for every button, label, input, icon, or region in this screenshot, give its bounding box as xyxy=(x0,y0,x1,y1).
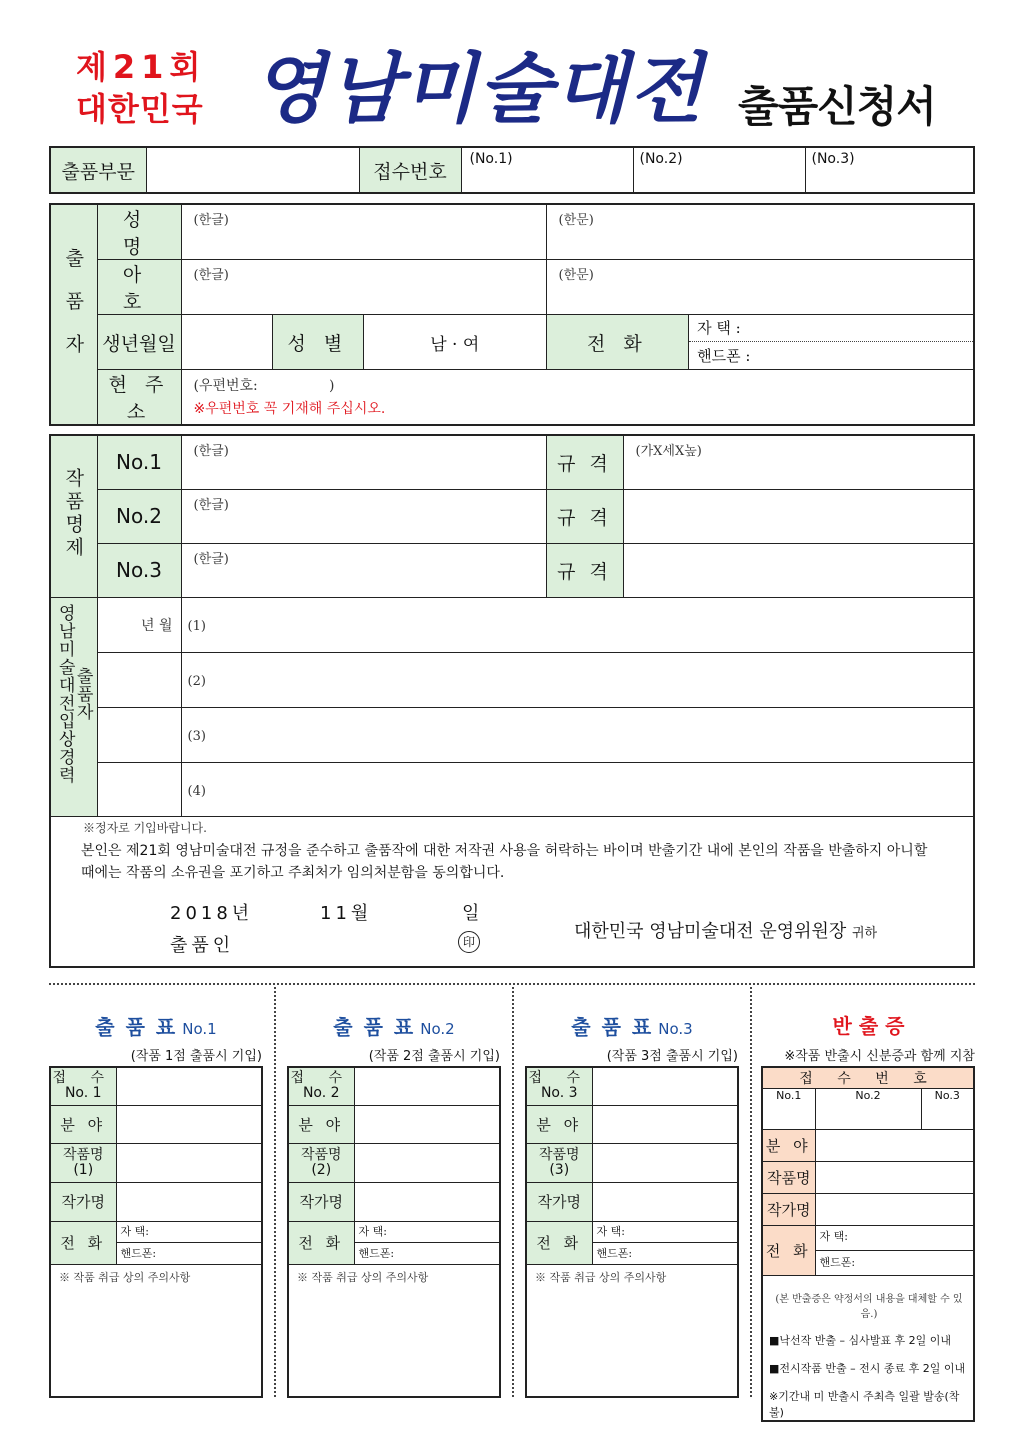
ticket3-receipt-no: No. 3 xyxy=(540,1085,578,1102)
ticket3-phone-input[interactable] xyxy=(592,1221,738,1264)
ticket2-home[interactable]: 자 택: xyxy=(355,1222,500,1243)
ticket1-receipt-field[interactable] xyxy=(116,1067,262,1105)
receipt-no1-label: (No.1) xyxy=(469,151,513,167)
ticket2-table xyxy=(287,1066,501,1398)
ticket1-title-text: 출 품 표 xyxy=(95,1015,178,1039)
name-hangul-hint: (한글) xyxy=(193,213,229,228)
ticket2-title xyxy=(287,1011,501,1040)
history2-no: (2) xyxy=(187,674,206,689)
name-hanmun-hint: (한문) xyxy=(558,213,594,228)
recipient-name: 대한민국 영남미술대전 운영위원장 xyxy=(574,921,847,942)
alias-hanmun-field[interactable] xyxy=(546,260,974,315)
ticket3-work-text: 작품명 xyxy=(538,1146,580,1163)
ticket3-table xyxy=(525,1066,739,1398)
applicant-section-label: 출품자 xyxy=(62,248,85,377)
ticket3-caution-area[interactable] xyxy=(526,1264,738,1397)
category-label: 출품부문 xyxy=(50,147,146,193)
address-field[interactable] xyxy=(181,370,974,426)
ticket3-work-label xyxy=(526,1143,592,1182)
logo-title: 영남미술대전 xyxy=(252,44,705,133)
ticket1-title xyxy=(49,1011,263,1040)
ticket2-caution: ※ 작품 취급 상의 주의사항 xyxy=(297,1270,429,1284)
ticket2-caution-area[interactable] xyxy=(288,1264,500,1397)
cut-line-2 xyxy=(512,987,514,1397)
ticket2-field-input[interactable] xyxy=(354,1105,500,1143)
receipt-no3[interactable] xyxy=(805,147,974,193)
return-table xyxy=(761,1066,975,1422)
receipt-no2-label: (No.2) xyxy=(639,151,683,167)
agreement-applicant: 출품인 xyxy=(170,935,235,956)
ticket1-field-input[interactable] xyxy=(116,1105,262,1143)
ticket2-receipt-no: No. 2 xyxy=(302,1085,340,1102)
ticket1-title-no: No.1 xyxy=(182,1020,217,1038)
ticket1-work-label xyxy=(50,1143,116,1182)
name-hanmun-field[interactable] xyxy=(546,204,974,260)
ticket3-artist-label: 작가명 xyxy=(526,1182,592,1221)
ticket1-work-text: 작품명 xyxy=(62,1146,104,1163)
work3-title-field[interactable] xyxy=(181,543,546,597)
return-field-label: 분 야 xyxy=(762,1130,815,1162)
edition-line2: 대한민국 xyxy=(76,90,204,128)
works-section xyxy=(50,435,97,597)
work3-no: No.3 xyxy=(97,543,181,597)
ticket3-receipt-field[interactable] xyxy=(592,1067,738,1105)
work2-spec-label: 규 격 xyxy=(546,489,623,543)
birth-field[interactable] xyxy=(181,315,272,370)
ticket1-phone-label: 전 화 xyxy=(50,1221,116,1264)
agreement-line1: 본인은 제21회 영남미술대전 규정을 준수하고 출품작에 대한 저작권 사용을 허락하는 바이며 반출기간 내에 본인의 작품을 반출하지 아니할 xyxy=(81,842,928,859)
history2-date[interactable] xyxy=(97,652,181,707)
history1-date[interactable]: 년 월 xyxy=(97,597,181,652)
history1-no: (1) xyxy=(187,619,206,634)
alias-label: 아 호 xyxy=(97,260,181,315)
agreement-recipient xyxy=(574,917,877,943)
work3-spec-field[interactable] xyxy=(623,543,974,597)
ticket2-work-label xyxy=(288,1143,354,1182)
return-note0: (본 반출증은 약정서의 내용을 대체할 수 있음.) xyxy=(775,1294,963,1320)
cut-line-horizontal xyxy=(49,983,975,985)
return-receipt-header: 접 수 번 호 xyxy=(762,1067,974,1089)
ticket1-field-label: 분 야 xyxy=(50,1105,116,1143)
work1-spec-label: 규 격 xyxy=(546,435,623,489)
ticket3-title-text: 출 품 표 xyxy=(571,1015,654,1039)
seal-mark[interactable]: 印 xyxy=(458,931,480,953)
ticket2-phone-label: 전 화 xyxy=(288,1221,354,1264)
return-note1: ■낙선작 반출 – 심사발표 후 2일 이내 xyxy=(769,1334,952,1347)
ticket3-receipt-label xyxy=(526,1067,592,1105)
history3-no: (3) xyxy=(187,729,206,744)
ticket2-work-no: (2) xyxy=(311,1161,332,1178)
return-artist-input[interactable] xyxy=(815,1194,974,1226)
ticket2-field-label: 분 야 xyxy=(288,1105,354,1143)
agreement-note: ※정자로 기입바랍니다. xyxy=(83,820,207,835)
ticket3-field-label: 분 야 xyxy=(526,1105,592,1143)
birth-label: 생년월일 xyxy=(97,315,181,370)
ticket3-receipt-text: 접 수 xyxy=(528,1070,590,1087)
history4-no: (4) xyxy=(187,783,206,799)
category-field[interactable] xyxy=(146,147,359,193)
ticket1-receipt-label xyxy=(50,1067,116,1105)
return-work-label: 작품명 xyxy=(762,1162,815,1194)
ticket3-caution: ※ 작품 취급 상의 주의사항 xyxy=(535,1270,667,1284)
ticket1-caution-area[interactable] xyxy=(50,1264,262,1397)
return-phone-label: 전 화 xyxy=(762,1226,815,1276)
postal-note: ※우편번호 꼭 기재해 주십시오. xyxy=(193,401,386,417)
ticket3-artist-input[interactable] xyxy=(592,1182,738,1221)
return-mobile[interactable]: 핸드폰: xyxy=(819,1256,856,1269)
ticket3-work-input[interactable] xyxy=(592,1143,738,1182)
ticket3-mobile[interactable]: 핸드폰: xyxy=(596,1246,633,1260)
ticket3-subtitle: (작품 3점 출품시 기입) xyxy=(606,1049,738,1064)
ticket1-receipt-no: No. 1 xyxy=(64,1085,102,1102)
return-no3[interactable]: No.3 xyxy=(921,1089,974,1130)
history2-field[interactable] xyxy=(181,652,974,707)
ticket2-receipt-text: 접 수 xyxy=(290,1070,352,1087)
work1-title-field[interactable] xyxy=(181,435,546,489)
return-phone-input[interactable] xyxy=(815,1226,974,1276)
ticket3-field-input[interactable] xyxy=(592,1105,738,1143)
return-work-input[interactable] xyxy=(815,1162,974,1194)
work1-spec-hint: (가X세X높) xyxy=(635,444,702,459)
agreement-day: 일 xyxy=(462,903,480,924)
alias-hangul-hint: (한글) xyxy=(193,268,229,283)
cut-line-1 xyxy=(274,987,276,1397)
return-no2[interactable]: No.2 xyxy=(815,1089,921,1130)
alias-hangul-field[interactable] xyxy=(181,260,546,315)
agreement-year: 2018년 xyxy=(170,903,254,924)
agreement-month: 11월 xyxy=(320,903,373,924)
ticket2-mobile[interactable]: 핸드폰: xyxy=(358,1246,395,1260)
history-section xyxy=(50,597,97,816)
ticket2-work-text: 작품명 xyxy=(300,1146,342,1163)
ticket1-artist-label: 작가명 xyxy=(50,1182,116,1221)
ticket3-phone-label: 전 화 xyxy=(526,1221,592,1264)
postal-hint: (우편번호: ) xyxy=(193,378,335,394)
ticket1-home[interactable]: 자 택: xyxy=(117,1222,262,1243)
return-note2: ■전시작품 반출 – 전시 종료 후 2일 이내 xyxy=(769,1362,966,1375)
history4-field[interactable] xyxy=(181,762,974,816)
phone-label: 전 화 xyxy=(546,315,689,370)
ticket2-artist-input[interactable] xyxy=(354,1182,500,1221)
history4-date[interactable] xyxy=(97,762,181,816)
ticket2-title-text: 출 품 표 xyxy=(333,1015,416,1039)
work1-hangul-hint: (한글) xyxy=(193,444,229,459)
gender-label: 성 별 xyxy=(272,315,363,370)
history1-field[interactable] xyxy=(181,597,974,652)
form-title: 출품신청서 xyxy=(738,82,936,131)
history3-date[interactable] xyxy=(97,707,181,762)
receipt-no1[interactable] xyxy=(461,147,633,193)
applicant-table xyxy=(49,203,975,426)
ticket2-subtitle: (작품 2점 출품시 기입) xyxy=(368,1049,500,1064)
ticket3-title xyxy=(525,1011,739,1040)
top-row-table xyxy=(49,146,975,194)
work2-title-field[interactable] xyxy=(181,489,546,543)
address-label: 현 주 소 xyxy=(97,370,181,426)
return-home[interactable]: 자 택: xyxy=(816,1226,974,1251)
phone-field[interactable] xyxy=(689,315,974,370)
work1-spec-field[interactable] xyxy=(623,435,974,489)
ticket1-mobile[interactable]: 핸드폰: xyxy=(120,1246,157,1260)
name-hangul-field[interactable] xyxy=(181,204,546,260)
return-field-input[interactable] xyxy=(815,1130,974,1162)
agreement-line2: 때에는 작품의 소유권을 포기하고 주최처가 임의처분함을 동의합니다. xyxy=(81,864,505,881)
ticket1-receipt-text: 접 수 xyxy=(52,1070,114,1087)
ticket1-work-input[interactable] xyxy=(116,1143,262,1182)
name-label: 성 명 xyxy=(97,204,181,260)
work2-no: No.2 xyxy=(97,489,181,543)
ticket1-table xyxy=(49,1066,263,1398)
ticket2-receipt-label xyxy=(288,1067,354,1105)
ticket2-work-input[interactable] xyxy=(354,1143,500,1182)
work3-hangul-hint: (한글) xyxy=(193,551,229,567)
return-note3: ※기간내 미 반출시 주최측 일괄 발송(착불) xyxy=(769,1390,960,1419)
ticket1-phone-input[interactable] xyxy=(116,1221,262,1264)
return-no1[interactable]: No.1 xyxy=(762,1089,815,1130)
work2-spec-field[interactable] xyxy=(623,489,974,543)
work1-no: No.1 xyxy=(97,435,181,489)
return-artist-label: 작가명 xyxy=(762,1194,815,1226)
ticket3-work-no: (3) xyxy=(549,1161,570,1178)
ticket1-subtitle: (작품 1점 출품시 기입) xyxy=(130,1049,262,1064)
mobile-phone[interactable]: 핸드폰 : xyxy=(697,347,751,365)
ticket3-home[interactable]: 자 택: xyxy=(593,1222,738,1243)
ticket3-title-no: No.3 xyxy=(658,1020,693,1038)
works-table xyxy=(49,434,975,968)
receipt-no3-label: (No.3) xyxy=(811,151,855,167)
ticket1-artist-input[interactable] xyxy=(116,1182,262,1221)
home-phone[interactable]: 자 택 : xyxy=(689,315,973,342)
ticket2-phone-input[interactable] xyxy=(354,1221,500,1264)
history-col1-label: 출품자 xyxy=(72,666,93,721)
ticket1-work-no: (1) xyxy=(73,1161,94,1178)
ticket2-artist-label: 작가명 xyxy=(288,1182,354,1221)
receipt-no2[interactable] xyxy=(633,147,805,193)
work2-hangul-hint: (한글) xyxy=(193,497,229,513)
receipt-label: 접수번호 xyxy=(359,147,461,193)
works-section-label: 작품명제 xyxy=(62,468,85,561)
gender-field[interactable]: 남 · 여 xyxy=(364,315,547,370)
work3-spec-label: 규 격 xyxy=(546,543,623,597)
ticket1-caution: ※ 작품 취급 상의 주의사항 xyxy=(59,1270,191,1284)
return-subtitle: ※작품 반출시 신분증과 함께 지참 xyxy=(784,1049,975,1064)
applicant-section xyxy=(50,204,97,425)
history3-field[interactable] xyxy=(181,707,974,762)
recipient-honorific: 귀하 xyxy=(852,926,878,941)
ticket2-receipt-field[interactable] xyxy=(354,1067,500,1105)
edition-line1: 제21회 xyxy=(76,48,207,86)
ticket2-title-no: No.2 xyxy=(420,1020,455,1038)
history-col2-label: 영남미술대전입상경력 xyxy=(54,603,75,784)
alias-hanmun-hint: (한문) xyxy=(558,268,594,283)
return-title: 반 출 증 xyxy=(832,1014,905,1038)
cut-line-3 xyxy=(750,987,752,1397)
return-notes xyxy=(762,1276,974,1422)
